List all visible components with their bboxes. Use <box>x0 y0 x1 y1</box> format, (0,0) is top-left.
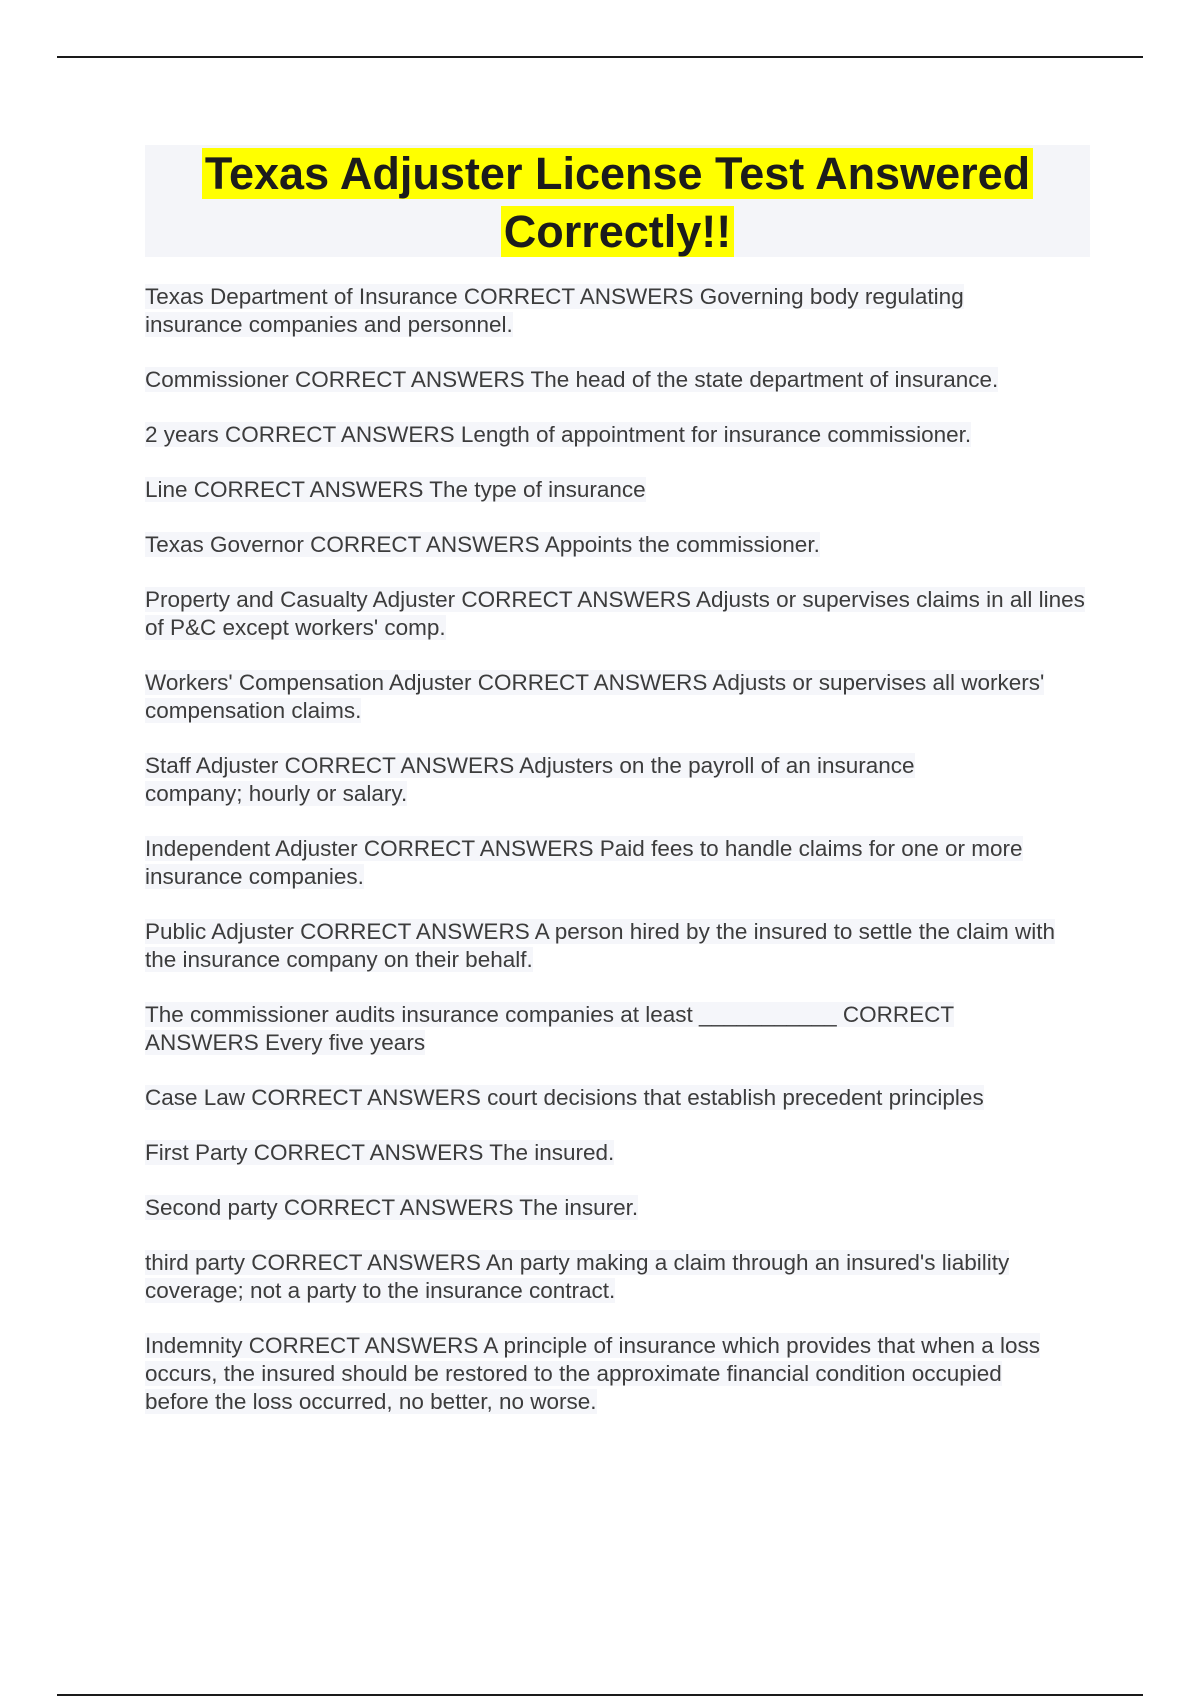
title-block <box>145 145 1090 257</box>
list-item <box>145 752 1005 808</box>
page-title <box>145 145 1090 261</box>
entry-text: Indemnity CORRECT ANSWERS A principle of insurance which provides that when a loss occurs, the insured should be restored to the approximate financial condition occupied before the loss occurred, no better, no worse. <box>145 1333 1040 1414</box>
entry-text: Texas Department of Insurance CORRECT ANSWERS Governing body regulating insurance companies and personnel. <box>145 284 964 337</box>
bottom-rule <box>57 1694 1143 1696</box>
answer-list <box>145 283 1090 1443</box>
entry-text: Independent Adjuster CORRECT ANSWERS Paid fees to handle claims for one or more insurance companies. <box>145 836 1023 889</box>
entry-text: The commissioner audits insurance companies at least ___________ CORRECT ANSWERS Every five years <box>145 1002 955 1055</box>
entry-text: third party CORRECT ANSWERS An party making a claim through an insured's liability coverage; not a party to the insurance contract. <box>145 1250 1010 1303</box>
entry-text: First Party CORRECT ANSWERS The insured. <box>145 1140 615 1165</box>
entry-text: Texas Governor CORRECT ANSWERS Appoints the commissioner. <box>145 532 820 557</box>
list-item <box>145 283 1045 339</box>
entry-text: Public Adjuster CORRECT ANSWERS A person hired by the insured to settle the claim with the insurance company on their behalf. <box>145 919 1055 972</box>
list-item <box>145 918 1090 974</box>
entry-text: Property and Casualty Adjuster CORRECT ANSWERS Adjusts or supervises claims in all lines of P&C except workers' comp. <box>145 587 1085 640</box>
list-item <box>145 366 1090 394</box>
entry-text: Staff Adjuster CORRECT ANSWERS Adjusters on the payroll of an insurance company; hourly or salary. <box>145 753 915 806</box>
list-item <box>145 669 1045 725</box>
title-line-2: Correctly!! <box>501 206 735 257</box>
list-item <box>145 1084 1090 1112</box>
list-item <box>145 835 1045 891</box>
list-item <box>145 1001 1045 1057</box>
title-line-1: Texas Adjuster License Test Answered <box>202 148 1033 199</box>
entry-text: Line CORRECT ANSWERS The type of insurance <box>145 477 646 502</box>
list-item <box>145 421 1090 449</box>
entry-text: Second party CORRECT ANSWERS The insurer. <box>145 1195 639 1220</box>
list-item <box>145 1249 1090 1305</box>
list-item <box>145 1139 1090 1167</box>
entry-text: 2 years CORRECT ANSWERS Length of appointment for insurance commissioner. <box>145 422 972 447</box>
list-item <box>145 531 1090 559</box>
list-item <box>145 1332 1065 1416</box>
top-rule <box>57 56 1143 58</box>
entry-text: Commissioner CORRECT ANSWERS The head of the state department of insurance. <box>145 367 999 392</box>
list-item <box>145 1194 1090 1222</box>
list-item <box>145 476 1090 504</box>
list-item <box>145 586 1090 642</box>
entry-text: Workers' Compensation Adjuster CORRECT ANSWERS Adjusts or supervises all workers' compensation claims. <box>145 670 1045 723</box>
entry-text: Case Law CORRECT ANSWERS court decisions that establish precedent principles <box>145 1085 984 1110</box>
